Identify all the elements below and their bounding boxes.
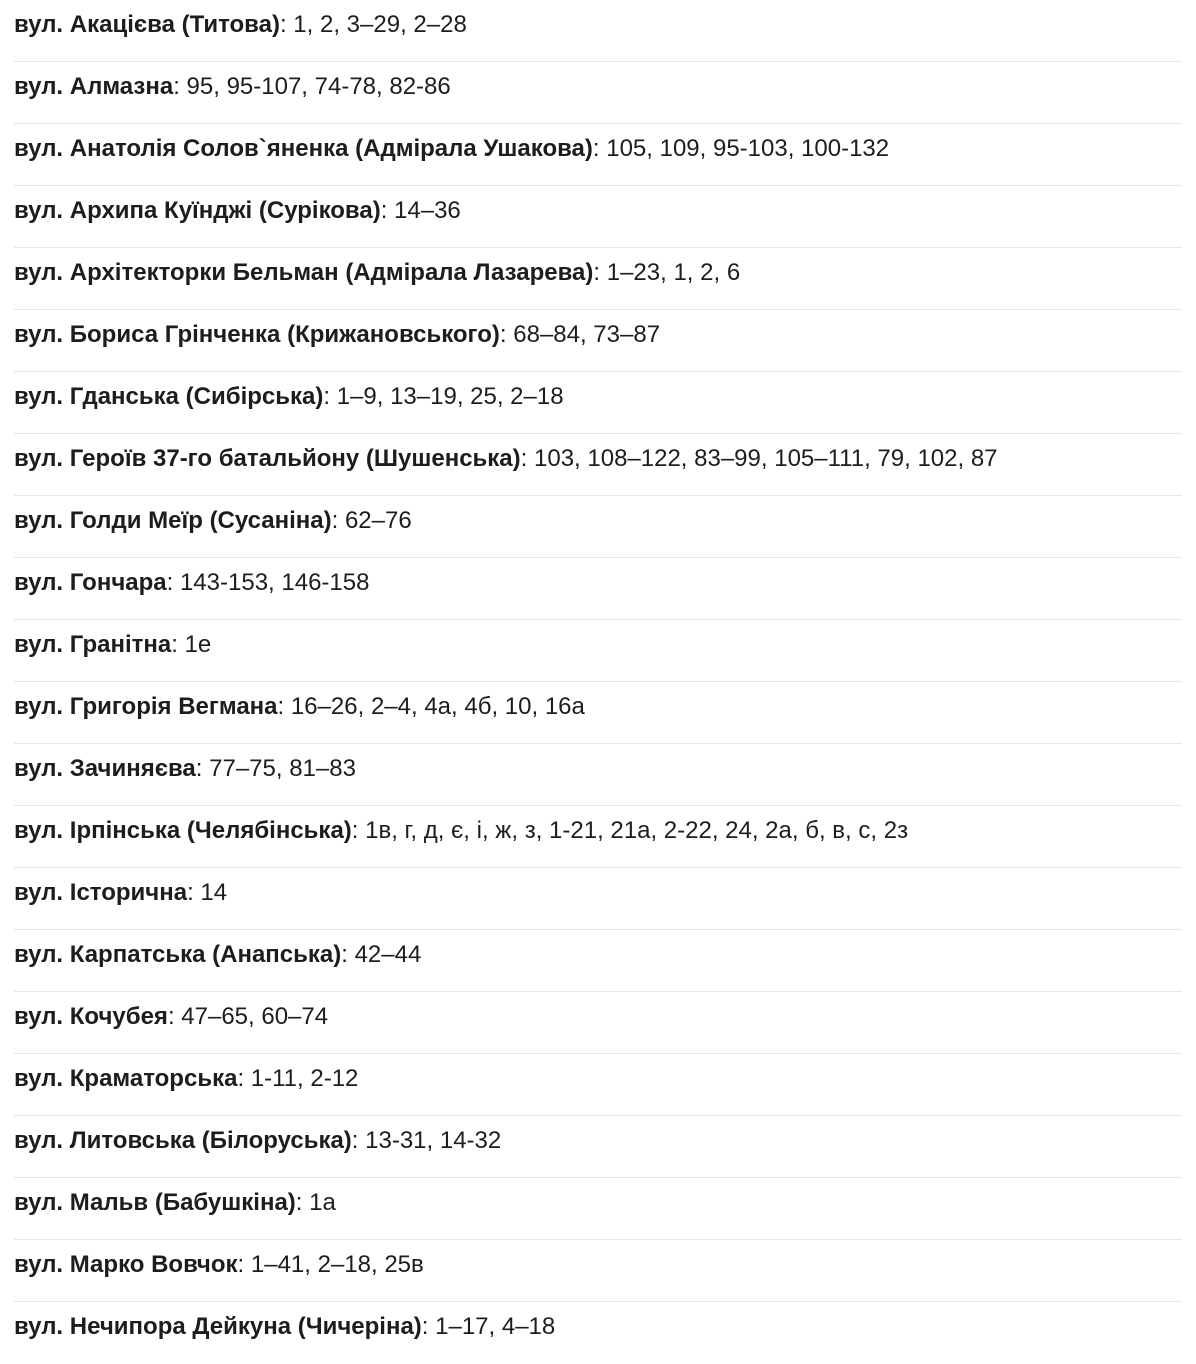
list-item bbox=[14, 1116, 1182, 1178]
street-name: вул. Ірпінська (Челябінська) bbox=[14, 817, 352, 844]
street-name: вул. Кочубея bbox=[14, 1003, 168, 1030]
list-item bbox=[14, 682, 1182, 744]
street-name: вул. Литовська (Білоруська) bbox=[14, 1127, 352, 1154]
house-numbers: : 1а bbox=[295, 1189, 336, 1216]
street-name: вул. Анатолія Солов`яненка (Адмірала Ушакова) bbox=[14, 135, 593, 162]
house-numbers: : 1–41, 2–18, 25в bbox=[237, 1251, 424, 1278]
house-numbers: : 68–84, 73–87 bbox=[499, 321, 661, 348]
list-item bbox=[14, 372, 1182, 434]
house-numbers: : 1–9, 13–19, 25, 2–18 bbox=[323, 383, 564, 410]
street-name: вул. Карпатська (Анапська) bbox=[14, 941, 342, 968]
list-item bbox=[14, 496, 1182, 558]
house-numbers: : 42–44 bbox=[341, 941, 422, 968]
street-name: вул. Гранітна bbox=[14, 631, 172, 658]
house-numbers: : 105, 109, 95-103, 100-132 bbox=[592, 135, 890, 162]
list-item bbox=[14, 1302, 1182, 1364]
street-name: вул. Краматорська bbox=[14, 1065, 238, 1092]
house-numbers: : 1е bbox=[171, 631, 212, 658]
list-item bbox=[14, 930, 1182, 992]
house-numbers: : 1в, г, д, є, і, ж, з, 1-21, 21а, 2-22, 24, 2а, б, в, с, 2з bbox=[351, 817, 909, 844]
street-name: вул. Гончара bbox=[14, 569, 167, 596]
house-numbers: : 143-153, 146-158 bbox=[166, 569, 370, 596]
list-item bbox=[14, 868, 1182, 930]
street-name: вул. Бориса Грінченка (Крижановського) bbox=[14, 321, 500, 348]
house-numbers: : 14–36 bbox=[380, 197, 461, 224]
street-name: вул. Архітекторки Бельман (Адмірала Лазарева) bbox=[14, 259, 594, 286]
list-item bbox=[14, 0, 1182, 62]
list-item bbox=[14, 310, 1182, 372]
list-item bbox=[14, 1178, 1182, 1240]
house-numbers: : 13-31, 14-32 bbox=[351, 1127, 502, 1154]
list-item bbox=[14, 62, 1182, 124]
street-name: вул. Алмазна bbox=[14, 73, 174, 100]
street-name: вул. Мальв (Бабушкіна) bbox=[14, 1189, 296, 1216]
street-name: вул. Героїв 37-го батальйону (Шушенська) bbox=[14, 445, 521, 472]
house-numbers: : 1–17, 4–18 bbox=[421, 1313, 556, 1340]
house-numbers: : 62–76 bbox=[331, 507, 412, 534]
list-item bbox=[14, 1240, 1182, 1302]
street-name: вул. Зачиняєва bbox=[14, 755, 196, 782]
street-name: вул. Історична bbox=[14, 879, 188, 906]
house-numbers: : 1–23, 1, 2, 6 bbox=[593, 259, 741, 286]
list-item bbox=[14, 1054, 1182, 1116]
house-numbers: : 16–26, 2–4, 4а, 4б, 10, 16а bbox=[277, 693, 585, 720]
street-name: вул. Марко Вовчок bbox=[14, 1251, 238, 1278]
list-item bbox=[14, 744, 1182, 806]
street-name: вул. Акацієва (Титова) bbox=[14, 11, 280, 38]
list-item bbox=[14, 248, 1182, 310]
street-name: вул. Архипа Куїнджі (Сурікова) bbox=[14, 197, 381, 224]
house-numbers: : 1-11, 2-12 bbox=[237, 1065, 359, 1092]
list-item bbox=[14, 434, 1182, 496]
house-numbers: : 1, 2, 3–29, 2–28 bbox=[279, 11, 467, 38]
house-numbers: : 14 bbox=[187, 879, 228, 906]
house-numbers: : 77–75, 81–83 bbox=[195, 755, 356, 782]
house-numbers: : 103, 108–122, 83–99, 105–111, 79, 102, 87 bbox=[520, 445, 998, 472]
street-name: вул. Гданська (Сибірська) bbox=[14, 383, 324, 410]
list-item bbox=[14, 558, 1182, 620]
house-numbers: : 47–65, 60–74 bbox=[167, 1003, 329, 1030]
list-item bbox=[14, 992, 1182, 1054]
street-name: вул. Голди Меїр (Сусаніна) bbox=[14, 507, 332, 534]
list-item bbox=[14, 806, 1182, 868]
list-item bbox=[14, 186, 1182, 248]
list-item bbox=[14, 620, 1182, 682]
street-name: вул. Григорія Вегмана bbox=[14, 693, 278, 720]
street-name: вул. Нечипора Дейкуна (Чичеріна) bbox=[14, 1313, 422, 1340]
house-numbers: : 95, 95-107, 74-78, 82-86 bbox=[173, 73, 451, 100]
list-item bbox=[14, 124, 1182, 186]
